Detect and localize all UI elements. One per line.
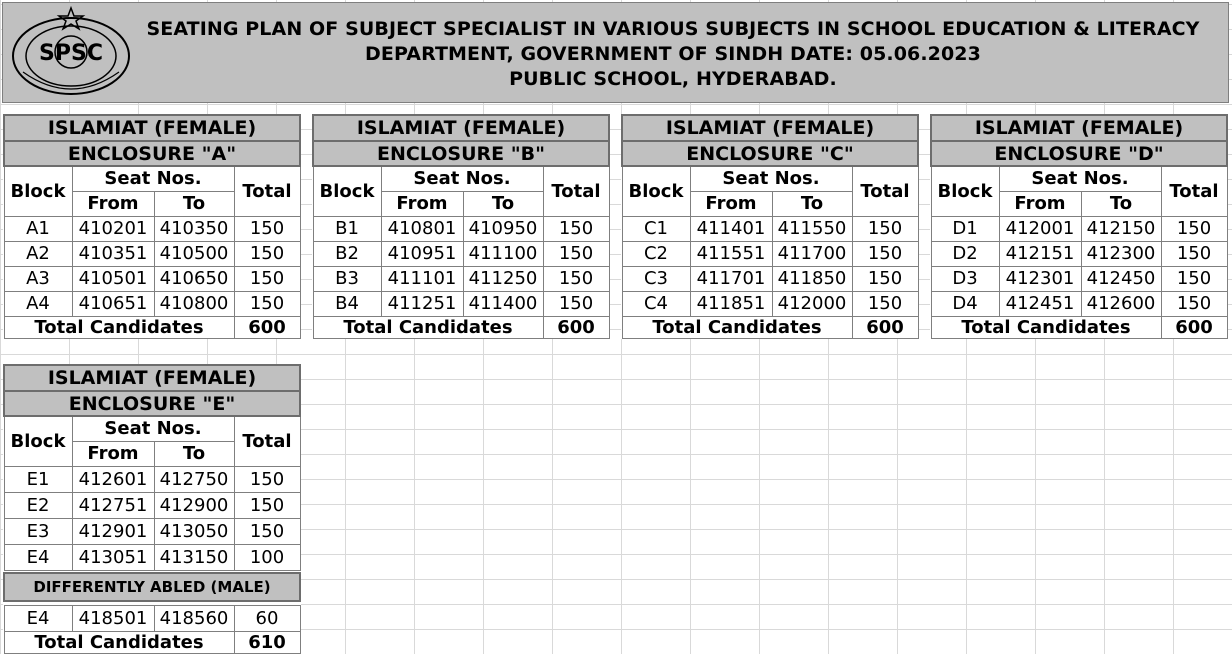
seat-to-cell: 410350 [154, 216, 234, 241]
total-candidates-label: Total Candidates [4, 316, 234, 338]
block-total-cell: 150 [852, 266, 918, 291]
block-cell: A4 [4, 291, 72, 316]
to-header: To [154, 191, 234, 216]
seat-from-cell: 412601 [72, 466, 154, 492]
total-candidates-label: Total Candidates [622, 316, 852, 338]
table-row [931, 241, 1227, 266]
total-header: Total [234, 416, 300, 466]
block-total-cell: 150 [852, 216, 918, 241]
seat-to-cell: 412750 [154, 466, 234, 492]
table-row [931, 266, 1227, 291]
to-header: To [463, 191, 543, 216]
seat-from-cell: 412901 [72, 518, 154, 544]
subject-heading: ISLAMIAT (FEMALE) [4, 365, 300, 391]
seat-from-cell: 412001 [999, 216, 1081, 241]
enclosure-heading: ENCLOSURE "D" [931, 141, 1227, 166]
total-candidates-label: Total Candidates [931, 316, 1161, 338]
seat-from-cell: 411101 [381, 266, 463, 291]
table-row [4, 291, 300, 316]
block-total-cell: 150 [234, 241, 300, 266]
table-row [4, 266, 300, 291]
block-cell: E1 [4, 466, 72, 492]
enclosure-heading: ENCLOSURE "B" [313, 141, 609, 166]
from-header: From [381, 191, 463, 216]
from-header: From [690, 191, 772, 216]
seat-to-cell: 412000 [772, 291, 852, 316]
seat-to-cell: 410500 [154, 241, 234, 266]
block-cell: A3 [4, 266, 72, 291]
block-cell: B2 [313, 241, 381, 266]
title-line-1: SEATING PLAN OF SUBJECT SPECIALIST IN VARIOUS SUBJECTS IN SCHOOL EDUCATION & LITERACY [146, 18, 1200, 40]
differently-abled-heading: DIFFERENTLY ABLED (MALE) [4, 573, 300, 601]
seat-nos-header: Seat Nos. [690, 166, 852, 191]
block-total-cell: 150 [234, 466, 300, 492]
enclosure-table-b [312, 114, 610, 339]
block-cell: A1 [4, 216, 72, 241]
total-candidates-value: 600 [543, 316, 609, 338]
seat-to-cell: 410950 [463, 216, 543, 241]
block-cell: C3 [622, 266, 690, 291]
seat-nos-header: Seat Nos. [72, 166, 234, 191]
subject-heading: ISLAMIAT (FEMALE) [931, 115, 1227, 141]
total-header: Total [852, 166, 918, 216]
seat-from-cell: 410201 [72, 216, 154, 241]
subject-heading: ISLAMIAT (FEMALE) [4, 115, 300, 141]
block-header: Block [4, 166, 72, 216]
block-total-cell: 150 [543, 291, 609, 316]
total-header: Total [1161, 166, 1227, 216]
block-total-cell: 150 [543, 241, 609, 266]
seat-from-cell: 412451 [999, 291, 1081, 316]
block-total-cell: 150 [1161, 266, 1227, 291]
block-total-cell: 150 [1161, 216, 1227, 241]
seat-to-cell: 410800 [154, 291, 234, 316]
block-header: Block [313, 166, 381, 216]
title-line-2: DEPARTMENT, GOVERNMENT OF SINDH DATE: 05.06.2023 [365, 43, 981, 65]
seat-from-cell: 411401 [690, 216, 772, 241]
to-header: To [772, 191, 852, 216]
seat-to-cell: 411250 [463, 266, 543, 291]
table-row [931, 216, 1227, 241]
seat-to-cell: 412300 [1081, 241, 1161, 266]
table-row [313, 291, 609, 316]
subject-heading: ISLAMIAT (FEMALE) [622, 115, 918, 141]
seat-to-cell: 411550 [772, 216, 852, 241]
from-header: From [999, 191, 1081, 216]
from-header: From [72, 441, 154, 466]
enclosure-heading: ENCLOSURE "E" [4, 391, 300, 416]
block-cell: B1 [313, 216, 381, 241]
seat-to-cell: 412900 [154, 492, 234, 518]
block-cell: B3 [313, 266, 381, 291]
block-cell: C4 [622, 291, 690, 316]
table-row [622, 291, 918, 316]
block-total-cell: 150 [1161, 241, 1227, 266]
total-candidates-value: 600 [1161, 316, 1227, 338]
seat-from-cell: 411251 [381, 291, 463, 316]
table-row [4, 492, 300, 518]
block-cell: C1 [622, 216, 690, 241]
seat-from-cell: 413051 [72, 544, 154, 570]
seat-from-cell: 410501 [72, 266, 154, 291]
block-total-cell: 150 [852, 241, 918, 266]
block-cell: D3 [931, 266, 999, 291]
seat-from-cell: 411701 [690, 266, 772, 291]
seat-to-cell: 412600 [1081, 291, 1161, 316]
block-total-cell: 150 [234, 266, 300, 291]
seat-from-cell: 410351 [72, 241, 154, 266]
seat-nos-header: Seat Nos. [999, 166, 1161, 191]
spsc-logo [9, 6, 133, 101]
title-line-3: PUBLIC SCHOOL, HYDERABAD. [509, 68, 837, 90]
seat-to-cell: 412150 [1081, 216, 1161, 241]
table-row [622, 266, 918, 291]
block-header: Block [622, 166, 690, 216]
seat-from-cell: 418501 [72, 605, 154, 631]
seat-to-cell: 413150 [154, 544, 234, 570]
block-cell: D1 [931, 216, 999, 241]
block-total-cell: 150 [234, 216, 300, 241]
block-cell: E2 [4, 492, 72, 518]
seat-to-cell: 413050 [154, 518, 234, 544]
seat-from-cell: 412301 [999, 266, 1081, 291]
seat-from-cell: 410951 [381, 241, 463, 266]
seat-to-cell: 412450 [1081, 266, 1161, 291]
table-row [4, 216, 300, 241]
block-cell: D2 [931, 241, 999, 266]
from-header: From [72, 191, 154, 216]
total-candidates-value: 600 [234, 316, 300, 338]
total-header: Total [543, 166, 609, 216]
table-row [4, 466, 300, 492]
total-candidates-label: Total Candidates [4, 631, 234, 653]
block-cell: D4 [931, 291, 999, 316]
table-row [4, 544, 300, 570]
subject-heading: ISLAMIAT (FEMALE) [313, 115, 609, 141]
total-candidates-label: Total Candidates [313, 316, 543, 338]
block-total-cell: 100 [234, 544, 300, 570]
seat-from-cell: 412751 [72, 492, 154, 518]
total-header: Total [234, 166, 300, 216]
enclosure-table-c [621, 114, 919, 339]
seat-from-cell: 411551 [690, 241, 772, 266]
seat-nos-header: Seat Nos. [72, 416, 234, 441]
block-total-cell: 150 [234, 492, 300, 518]
block-total-cell: 60 [234, 605, 300, 631]
seat-to-cell: 418560 [154, 605, 234, 631]
table-row [931, 291, 1227, 316]
block-total-cell: 150 [1161, 291, 1227, 316]
document-header [2, 2, 1229, 103]
total-candidates-value: 600 [852, 316, 918, 338]
block-cell: E3 [4, 518, 72, 544]
table-row [622, 241, 918, 266]
table-row [313, 216, 609, 241]
document-title [143, 17, 1203, 92]
seat-from-cell: 410651 [72, 291, 154, 316]
table-row [622, 216, 918, 241]
seat-to-cell: 411850 [772, 266, 852, 291]
seat-to-cell: 411700 [772, 241, 852, 266]
to-header: To [1081, 191, 1161, 216]
block-total-cell: 150 [543, 266, 609, 291]
enclosure-table-e [3, 364, 301, 654]
block-header: Block [4, 416, 72, 466]
block-total-cell: 150 [852, 291, 918, 316]
block-total-cell: 150 [543, 216, 609, 241]
total-candidates-value: 610 [234, 631, 300, 653]
table-row [4, 605, 300, 631]
block-cell: E4 [4, 605, 72, 631]
seat-to-cell: 411400 [463, 291, 543, 316]
block-header: Block [931, 166, 999, 216]
seat-to-cell: 410650 [154, 266, 234, 291]
svg-text:SPSC: SPSC [39, 41, 103, 66]
seat-from-cell: 411851 [690, 291, 772, 316]
table-row [4, 241, 300, 266]
enclosure-table-a [3, 114, 301, 339]
seat-from-cell: 410801 [381, 216, 463, 241]
enclosure-heading: ENCLOSURE "A" [4, 141, 300, 166]
seat-nos-header: Seat Nos. [381, 166, 543, 191]
table-row [313, 266, 609, 291]
seat-from-cell: 412151 [999, 241, 1081, 266]
block-total-cell: 150 [234, 518, 300, 544]
seat-to-cell: 411100 [463, 241, 543, 266]
enclosure-heading: ENCLOSURE "C" [622, 141, 918, 166]
block-cell: B4 [313, 291, 381, 316]
to-header: To [154, 441, 234, 466]
block-cell: E4 [4, 544, 72, 570]
block-cell: A2 [4, 241, 72, 266]
enclosure-table-d [930, 114, 1228, 339]
table-row [4, 518, 300, 544]
block-cell: C2 [622, 241, 690, 266]
block-total-cell: 150 [234, 291, 300, 316]
table-row [313, 241, 609, 266]
